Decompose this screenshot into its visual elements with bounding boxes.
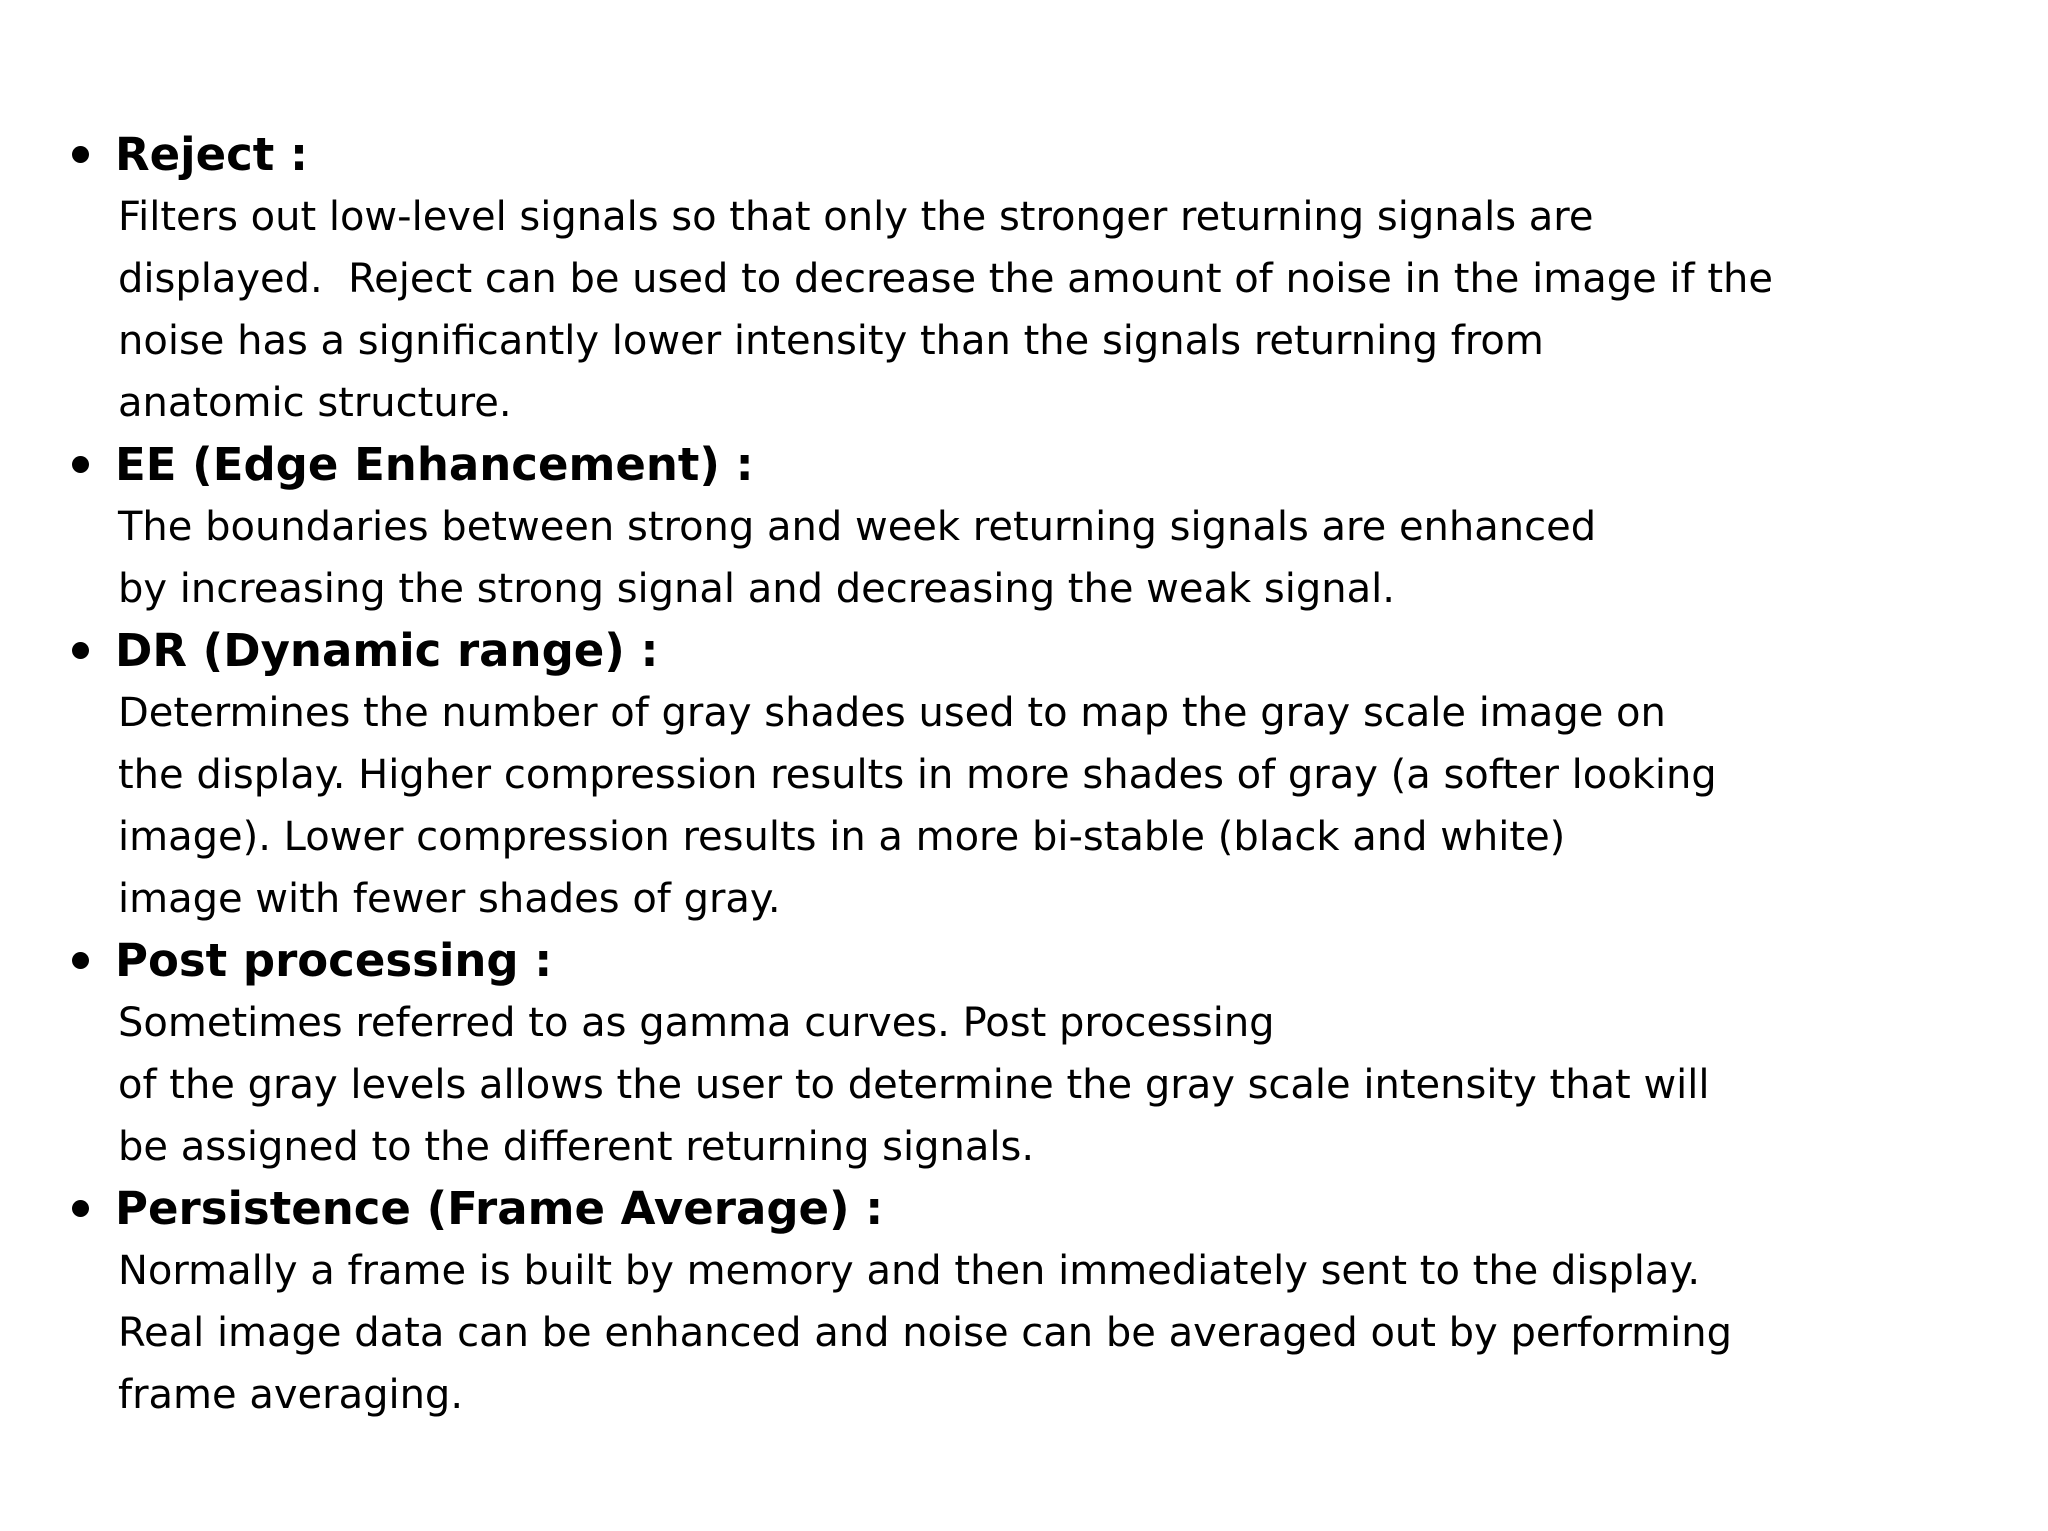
description-line: Determines the number of gray shades used to map the gray scale image on [118,690,1666,736]
list-item-edge-enhancement [72,434,2012,620]
description-line: noise has a significantly lower intensity than the signals returning from [118,318,1544,364]
bullet-icon [72,456,89,473]
term-description [115,992,2012,1178]
description-line: anatomic structure. [118,380,512,426]
bullet-icon [72,952,89,969]
bullet-icon [72,1200,89,1217]
term-description [115,186,2012,434]
description-line: Sometimes referred to as gamma curves. Post processing [118,1000,1275,1046]
description-line: image with fewer shades of gray. [118,876,781,922]
description-line: The boundaries between strong and week returning signals are enhanced [118,504,1597,550]
description-line: Filters out low-level signals so that only the stronger returning signals are [118,194,1594,240]
term-list [72,124,2012,1426]
term-description [115,1240,2012,1426]
term-title: DR (Dynamic range) : [115,624,659,677]
bullet-icon [72,642,89,659]
description-line: Normally a frame is built by memory and then immediately sent to the display. [118,1248,1701,1294]
term-title: Reject : [115,128,308,181]
term-title: EE (Edge Enhancement) : [115,438,754,491]
term-description [115,682,2012,930]
description-line: Real image data can be enhanced and noise can be averaged out by performing [118,1310,1733,1356]
term-title: Persistence (Frame Average) : [115,1182,884,1235]
description-line: of the gray levels allows the user to determine the gray scale intensity that will [118,1062,1710,1108]
term-title: Post processing : [115,934,553,987]
description-line: be assigned to the different returning signals. [118,1124,1035,1170]
description-line: the display. Higher compression results in more shades of gray (a softer looking [118,752,1717,798]
list-item-dynamic-range [72,620,2012,930]
list-item-persistence [72,1178,2012,1426]
description-line: displayed. Reject can be used to decrease the amount of noise in the image if the [118,256,1773,302]
list-item-post-processing [72,930,2012,1178]
list-item-reject [72,124,2012,434]
term-description [115,496,2012,620]
bullet-icon [72,146,89,163]
description-line: frame averaging. [118,1372,464,1418]
description-line: by increasing the strong signal and decreasing the weak signal. [118,566,1395,612]
description-line: image). Lower compression results in a more bi-stable (black and white) [118,814,1566,860]
